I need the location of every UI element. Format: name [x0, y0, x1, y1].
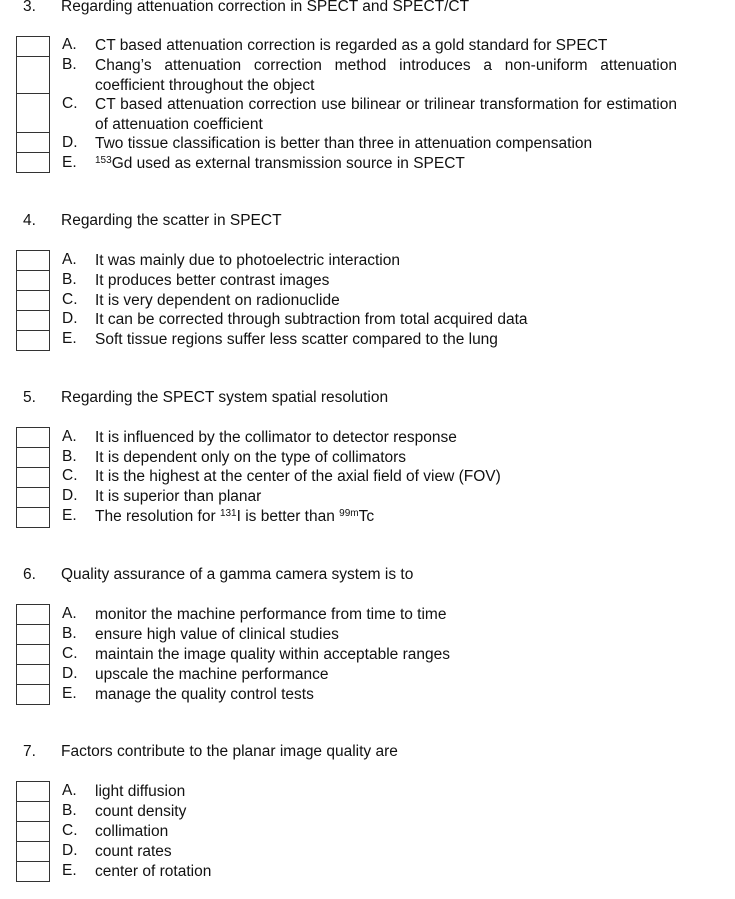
option-text: It is dependent only on the type of collimators: [95, 449, 407, 466]
question-text: Quality assurance of a gamma camera system is to: [61, 566, 414, 583]
isotope-mass-number: 153: [95, 155, 112, 166]
option-text-post: Tc: [358, 508, 375, 525]
option-text: Two tissue classification is better than three in attenuation compensation: [95, 135, 593, 152]
option-text: CT based attenuation correction use bilinear or trilinear transformation for estimation of attenuation coefficient: [95, 96, 677, 133]
option-letter: E.: [62, 685, 77, 702]
option-letter: E.: [62, 507, 77, 524]
question-text: Regarding the scatter in SPECT: [61, 212, 282, 229]
answer-checkbox-d[interactable]: [16, 664, 50, 685]
option-text: ensure high value of clinical studies: [95, 626, 339, 643]
answer-checkbox-e[interactable]: [16, 684, 50, 705]
answer-checkbox-e[interactable]: [16, 507, 50, 528]
option-text: upscale the machine performance: [95, 666, 329, 683]
option-letter: B.: [62, 802, 77, 819]
option-text: maintain the image quality within acceptable ranges: [95, 646, 450, 663]
question-number: 3.: [23, 0, 36, 15]
answer-checkbox-e[interactable]: [16, 330, 50, 351]
option-letter: A.: [62, 36, 77, 53]
answer-checkbox-a[interactable]: [16, 781, 50, 802]
isotope-mass-number: 99m: [339, 508, 359, 519]
option-text: count density: [95, 803, 187, 820]
answer-checkbox-a[interactable]: [16, 604, 50, 625]
answer-checkbox-b[interactable]: [16, 801, 50, 822]
option-text: monitor the machine performance from time to time: [95, 606, 447, 623]
option-letter: B.: [62, 448, 77, 465]
option-letter: C.: [62, 95, 78, 112]
answer-checkbox-d[interactable]: [16, 310, 50, 331]
option-text: CT based attenuation correction is regarded as a gold standard for SPECT: [95, 37, 608, 54]
option-text: It is the highest at the center of the axial field of view (FOV): [95, 468, 501, 485]
option-text: light diffusion: [95, 783, 186, 800]
question-header: [0, 566, 735, 586]
question-number: 5.: [23, 389, 36, 406]
option-letter: A.: [62, 428, 77, 445]
option-text: It is very dependent on radionuclide: [95, 292, 340, 309]
isotope-mass-number: 131: [219, 508, 237, 519]
option-letter: B.: [62, 271, 77, 288]
option-letter: A.: [62, 251, 77, 268]
question-header: [0, 743, 735, 763]
option-text: It is influenced by the collimator to detector response: [95, 429, 457, 446]
question-number: 6.: [23, 566, 36, 583]
option-letter: C.: [62, 291, 78, 308]
answer-checkbox-a[interactable]: [16, 36, 50, 57]
answer-checkbox-d[interactable]: [16, 841, 50, 862]
option-letter: D.: [62, 487, 78, 504]
option-text: manage the quality control tests: [95, 686, 314, 703]
answer-checkbox-e[interactable]: [16, 152, 50, 173]
question-text: Factors contribute to the planar image quality are: [61, 743, 398, 760]
answer-checkbox-d[interactable]: [16, 132, 50, 153]
answer-checkbox-b[interactable]: [16, 624, 50, 645]
answer-checkbox-c[interactable]: [16, 821, 50, 842]
option-text: Chang’s attenuation correction method introduces a non-uniform attenuation coefficient throughout the object: [95, 57, 677, 94]
option-text: count rates: [95, 843, 172, 860]
option-letter: B.: [62, 56, 77, 73]
option-text-mid: I is better than: [236, 508, 340, 525]
option-text: It produces better contrast images: [95, 272, 330, 289]
answer-checkbox-d[interactable]: [16, 487, 50, 508]
option-text: [95, 154, 695, 174]
answer-checkbox-a[interactable]: [16, 250, 50, 271]
option-text-body: Gd used as external transmission source in SPECT: [111, 155, 465, 172]
answer-checkbox-b[interactable]: [16, 270, 50, 291]
answer-checkbox-c[interactable]: [16, 93, 50, 133]
option-letter: B.: [62, 625, 77, 642]
option-text: [95, 507, 695, 527]
question-number: 4.: [23, 212, 36, 229]
answer-checkbox-a[interactable]: [16, 427, 50, 448]
answer-checkbox-c[interactable]: [16, 467, 50, 488]
option-text: collimation: [95, 823, 169, 840]
option-text-pre: The resolution for: [95, 508, 220, 525]
option-letter: D.: [62, 665, 78, 682]
answer-checkbox-c[interactable]: [16, 290, 50, 311]
answer-checkbox-b[interactable]: [16, 56, 50, 94]
option-letter: A.: [62, 782, 77, 799]
answer-checkbox-e[interactable]: [16, 861, 50, 882]
option-text: Soft tissue regions suffer less scatter compared to the lung: [95, 331, 498, 348]
option-letter: D.: [62, 310, 78, 327]
option-letter: C.: [62, 645, 78, 662]
option-letter: A.: [62, 605, 77, 622]
question-header: [0, 212, 735, 232]
option-letter: E.: [62, 154, 77, 171]
option-letter: C.: [62, 467, 78, 484]
question-header: [0, 0, 735, 18]
option-letter: D.: [62, 134, 78, 151]
option-letter: E.: [62, 862, 77, 879]
question-header: [0, 389, 735, 409]
option-text: It is superior than planar: [95, 488, 262, 505]
option-text: It was mainly due to photoelectric interaction: [95, 252, 400, 269]
question-text: Regarding attenuation correction in SPECT and SPECT/CT: [61, 0, 470, 15]
option-letter: E.: [62, 330, 77, 347]
question-text: Regarding the SPECT system spatial resolution: [61, 389, 389, 406]
option-text: center of rotation: [95, 863, 212, 880]
answer-checkbox-c[interactable]: [16, 644, 50, 665]
option-letter: D.: [62, 842, 78, 859]
option-text: It can be corrected through subtraction from total acquired data: [95, 311, 528, 328]
answer-checkbox-b[interactable]: [16, 447, 50, 468]
question-number: 7.: [23, 743, 36, 760]
option-letter: C.: [62, 822, 78, 839]
